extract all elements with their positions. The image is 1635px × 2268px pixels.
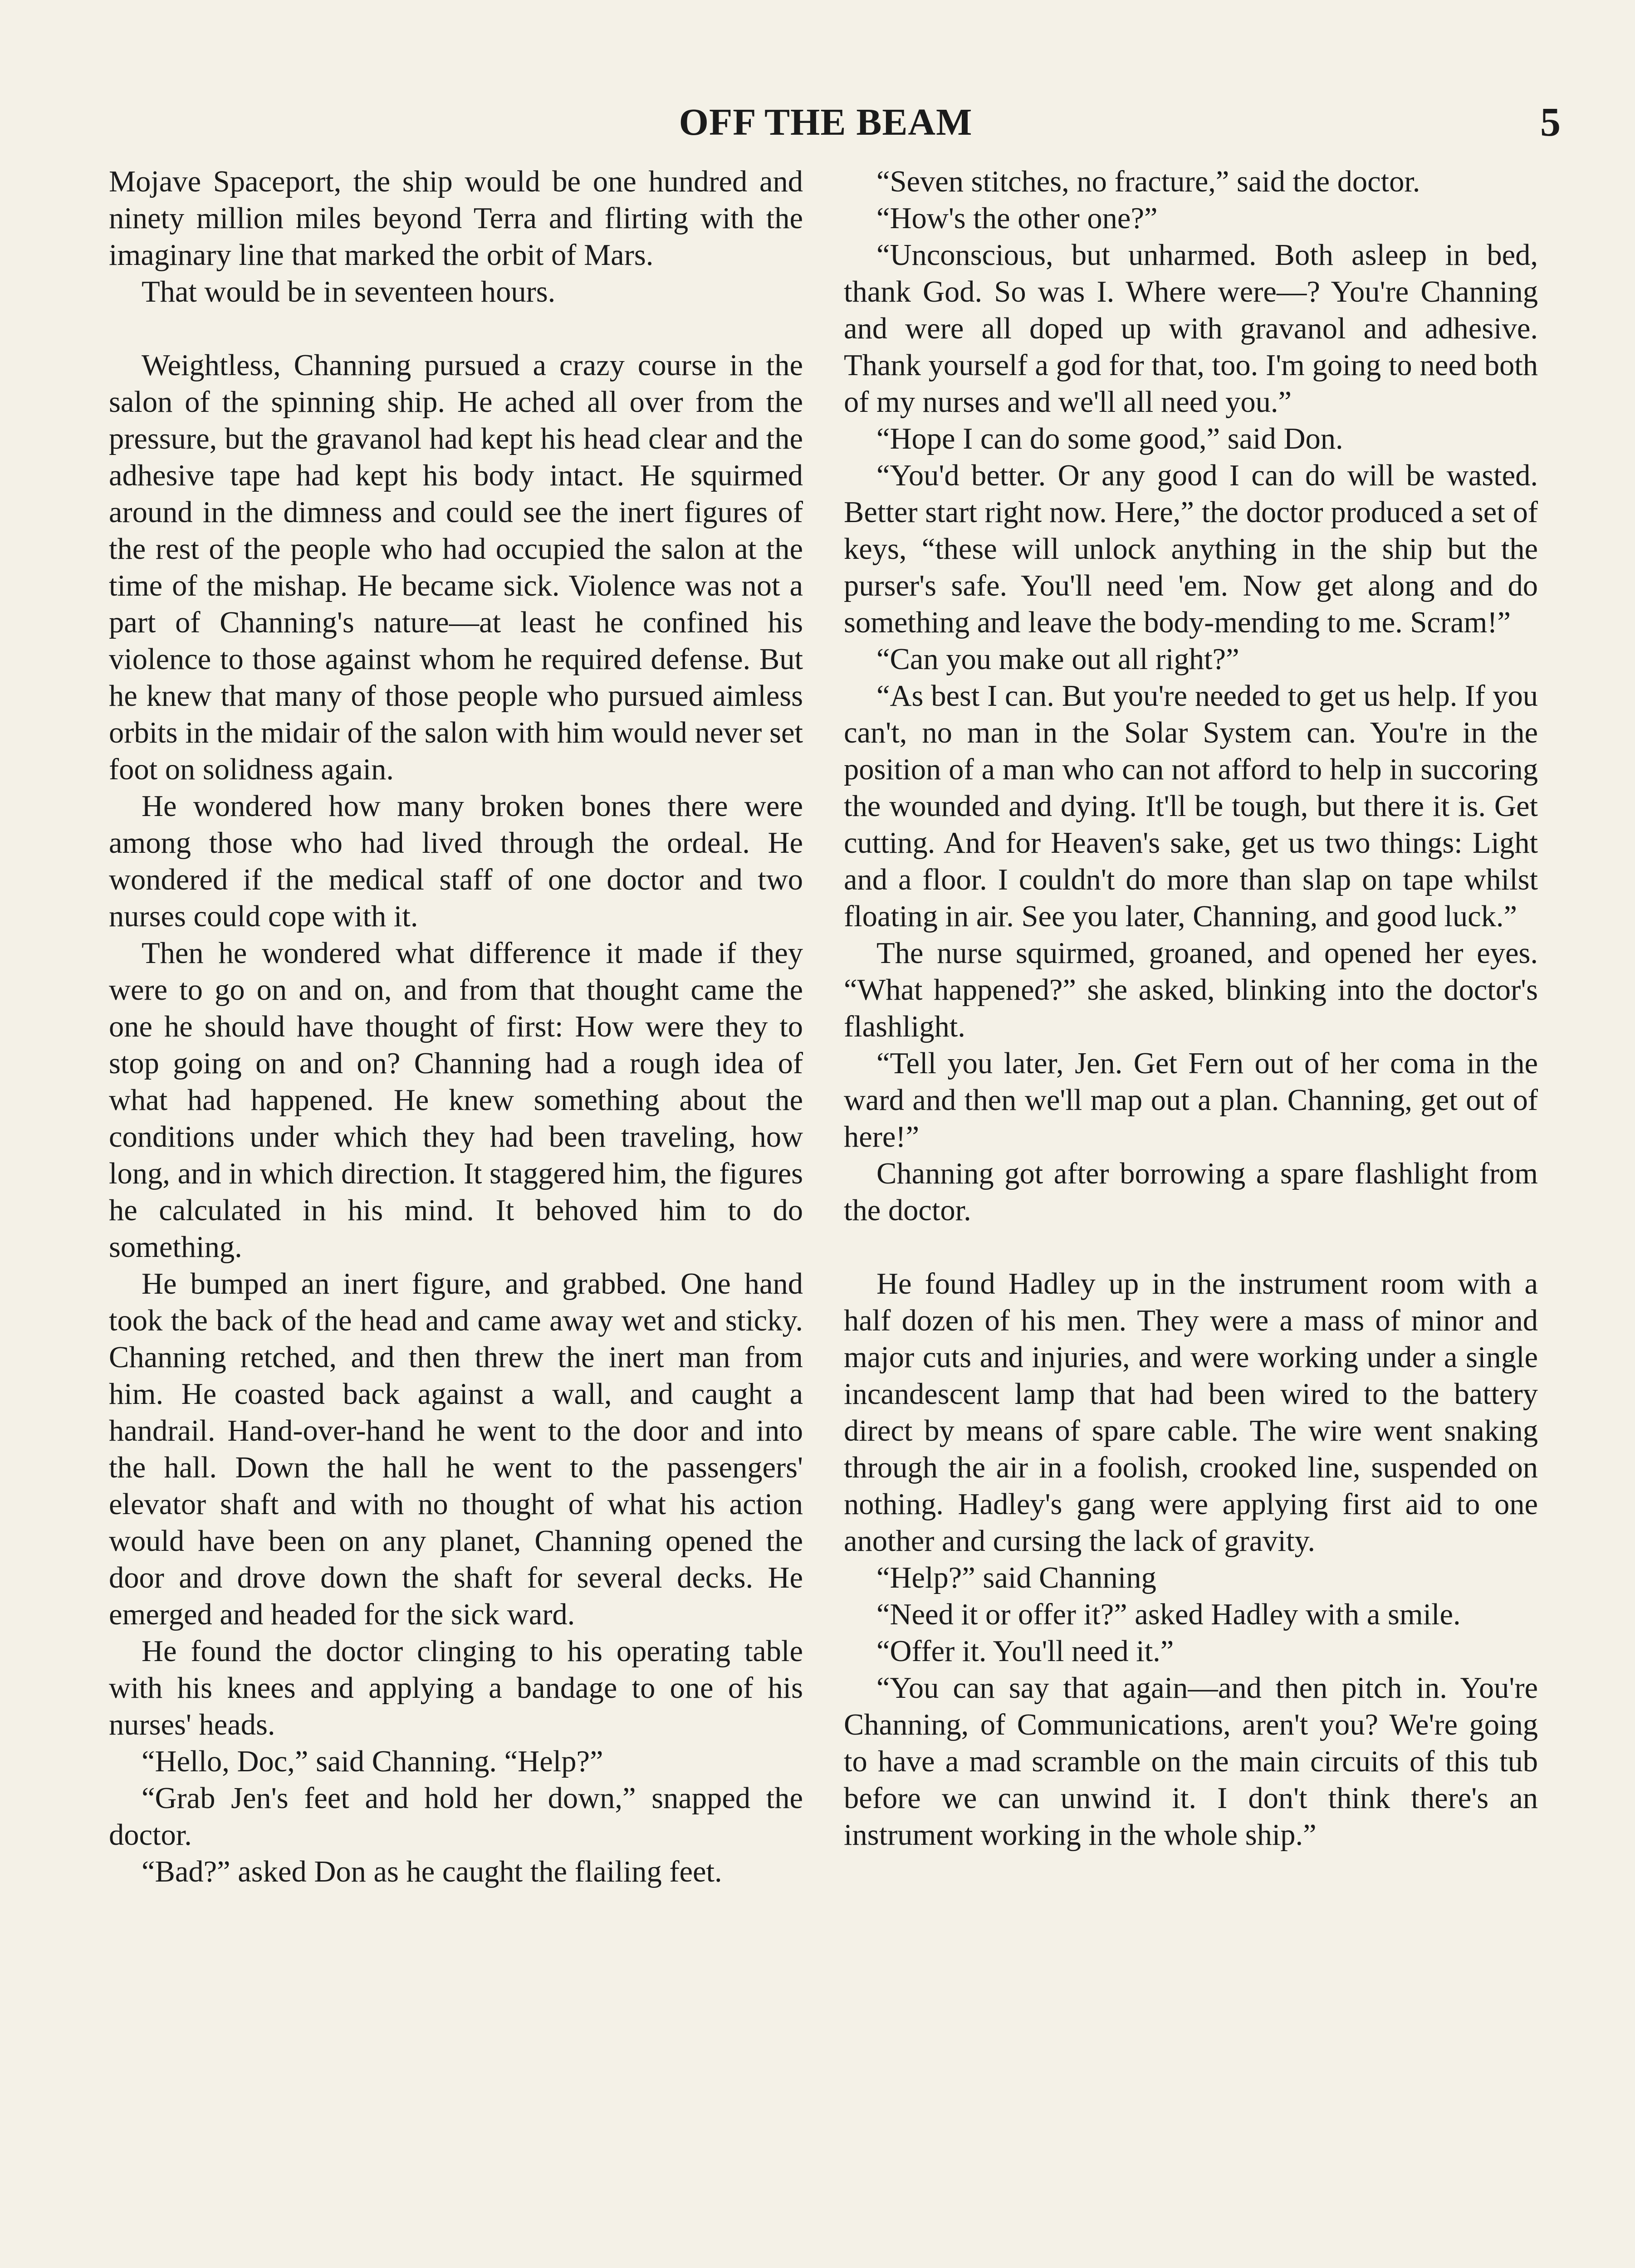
paragraph: “Can you make out all right?” <box>876 643 1239 676</box>
paragraph: Then he wondered what difference it made if they were to go on and on, and from that thought came the one he should have thought of first: How were they to stop going on and on? Channing had a rough idea of what had happened. He knew something about the conditions under which they had been traveling, how long, and in which direction. It staggered him, the figures he calculated in his mind. It behoved him to do something. <box>109 937 803 1264</box>
running-title: OFF THE BEAM <box>679 101 973 143</box>
paragraph: That would be in seventeen hours. <box>142 275 556 308</box>
paragraph: “Help?” said Channing <box>876 1561 1156 1594</box>
paragraph: “Need it or offer it?” asked Hadley with a smile. <box>876 1598 1461 1631</box>
paragraph: He bumped an inert figure, and grabbed. One hand took the back of the head and came away wet and sticky. Channing retched, and then threw the inert man from him. He coasted back against a wall, and caught a handrail. Hand-over-hand he went to the door and into the hall. Down the hall he went to the passengers' elevator shaft and with no thought of what his action would have been on any planet, Channing opened the door and drove down the shaft for several decks. He emerged and headed for the sick ward. <box>109 1267 803 1631</box>
paragraph: “As best I can. But you're needed to get us help. If you can't, no man in the Solar System can. You're in the position of a man who can not afford to help in succoring the wounded and dying. It'll be tough, but there it is. Get cutting. And for Heaven's sake, get us two things: Light and a floor. I couldn't do more than slap on tape whilst floating in air. See you later, Channing, and good luck.” <box>844 679 1538 933</box>
paragraph: “Hope I can do some good,” said Don. <box>876 422 1343 455</box>
running-head <box>0 100 1635 145</box>
paragraph: He found Hadley up in the instrument room with a half dozen of his men. They were a mass of minor and major cuts and injuries, and were working under a single incandescent lamp that had been wired to the battery direct by means of spare cable. The wire went snaking through the air in a foolish, crooked line, suspended on nothing. Hadley's gang were applying first aid to one another and cursing the lack of gravity. <box>844 1267 1538 1558</box>
paragraph: The nurse squirmed, groaned, and opened her eyes. “What happened?” she asked, blinking into the doctor's flashlight. <box>844 937 1538 1043</box>
paragraph: “Unconscious, but unharmed. Both asleep in bed, thank God. So was I. Where were—? You're Channing and were all doped up with gravanol and adhesive. Thank yourself a god for that, too. I'm going to need both of my nurses and we'll all need you.” <box>844 239 1538 419</box>
paragraph: “You can say that again—and then pitch in. You're Channing, of Communications, aren't you? We're going to have a mad scramble on the main circuits of this tub before we can unwind it. I don't think there's an instrument working in the whole ship.” <box>844 1672 1538 1852</box>
paragraph: Weightless, Channing pursued a crazy course in the salon of the spinning ship. He ached all over from the pressure, but the gravanol had kept his head clear and the adhesive tape had kept his body intact. He squirmed around in the dimness and could see the inert figures of the rest of the people who had occupied the salon at the time of the mishap. He became sick. Violence was not a part of Channing's nature—at least he confined his violence to those against whom he required defense. But he knew that many of those people who pursued aimless orbits in the midair of the salon with him would never set foot on solidness again. <box>109 349 803 786</box>
paragraph: He wondered how many broken bones there were among those who had lived through the ordeal. He wondered if the medical staff of one doctor and two nurses could cope with it. <box>109 790 803 933</box>
paragraph: “You'd better. Or any good I can do will be wasted. Better start right now. Here,” the doctor produced a set of keys, “these will unlock anything in the ship but the purser's safe. You'll need 'em. Now get along and do something and leave the body-mending to me. Scram!” <box>844 459 1538 639</box>
paragraph: He found the doctor clinging to his operating table with his knees and applying a bandage to one of his nurses' heads. <box>109 1635 803 1741</box>
paragraph: “Seven stitches, no fracture,” said the doctor. <box>876 165 1420 198</box>
paragraph: “Grab Jen's feet and hold her down,” snapped the doctor. <box>109 1782 803 1852</box>
paragraph: “Tell you later, Jen. Get Fern out of her coma in the ward and then we'll map out a plan. Channing, get out of here!” <box>844 1047 1538 1154</box>
left-column <box>109 163 803 1890</box>
paragraph: Channing got after borrowing a spare flashlight from the doctor. <box>844 1157 1538 1227</box>
paragraph: “Offer it. You'll need it.” <box>876 1635 1174 1668</box>
paragraph: Mojave Spaceport, the ship would be one hundred and ninety million miles beyond Terra and flirting with the imaginary line that marked the orbit of Mars. <box>109 165 803 272</box>
page-number: 5 <box>1540 100 1561 145</box>
right-column <box>844 163 1538 1853</box>
paragraph: “Hello, Doc,” said Channing. “Help?” <box>142 1745 603 1778</box>
paragraph: “How's the other one?” <box>876 202 1158 235</box>
paragraph: “Bad?” asked Don as he caught the flailing feet. <box>142 1855 722 1888</box>
